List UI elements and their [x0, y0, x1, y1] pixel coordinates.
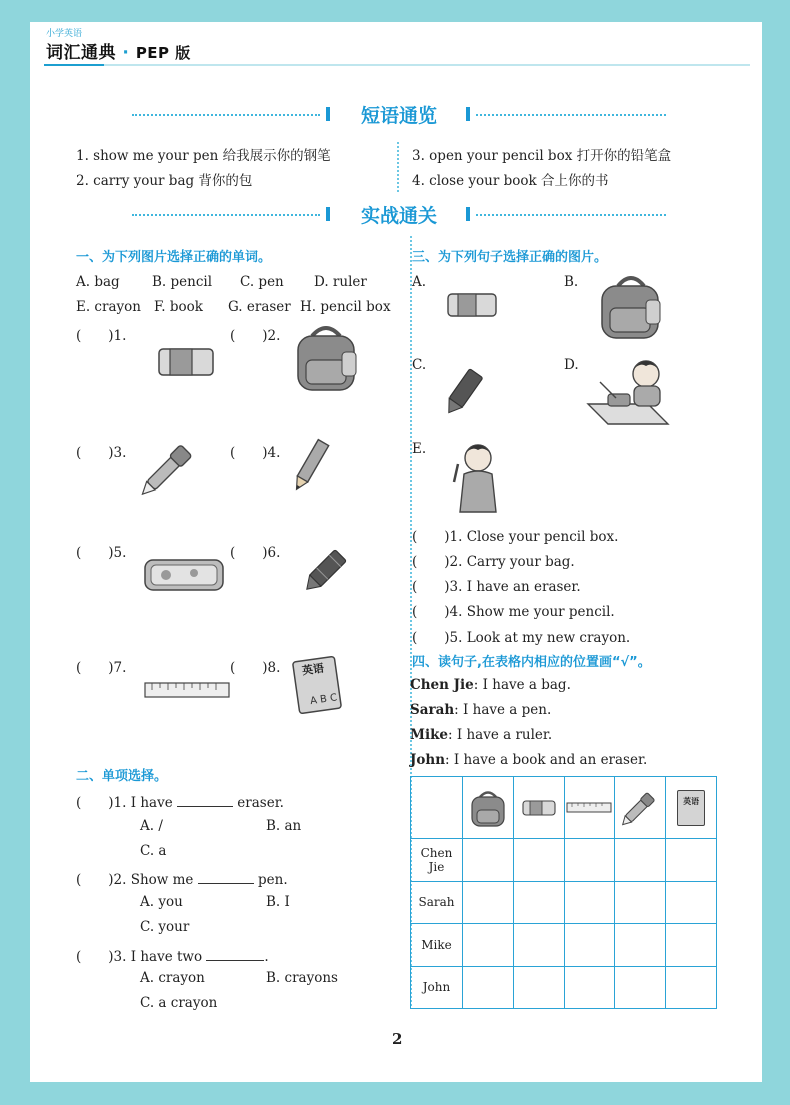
q1-option-a: A. bag — [76, 274, 120, 290]
pen-icon — [620, 788, 660, 828]
grid-cell[interactable] — [615, 839, 666, 882]
phrases-marker-right — [466, 107, 470, 121]
q1-item-6[interactable]: ( )6. — [230, 545, 281, 561]
crayon-icon — [440, 362, 492, 414]
q2-q3-blank[interactable] — [206, 949, 264, 961]
q1-title: 一、为下列图片选择正确的单词。 — [76, 250, 272, 265]
practice-marker-left — [326, 207, 330, 221]
grid-cell[interactable] — [615, 966, 666, 1009]
grid-cell[interactable] — [666, 881, 717, 924]
q1-item-3[interactable]: ( )3. — [76, 445, 127, 461]
grid-row-label: John — [411, 966, 463, 1009]
practice-title: 实战通关 — [360, 205, 437, 227]
eraser-icon — [522, 798, 556, 818]
grid-cell[interactable] — [666, 966, 717, 1009]
q1-option-d: D. ruler — [314, 274, 367, 290]
q2-q1-stem-pre: I have — [130, 795, 173, 811]
grid-cell[interactable] — [463, 924, 514, 967]
phrases-dash-left — [132, 114, 320, 116]
grid-cell[interactable] — [463, 839, 514, 882]
q2-q2-num[interactable]: ( )2. — [76, 872, 127, 888]
q3-pic-label-d: D. — [564, 357, 579, 373]
q2-q3-option-c[interactable]: C. a crayon — [140, 995, 218, 1011]
q1-option-g: G. eraser — [228, 299, 291, 315]
phrase-4: 4. close your book 合上你的书 — [412, 173, 609, 189]
q1-option-e: E. crayon — [76, 299, 141, 315]
q1-item-2[interactable]: ( )2. — [230, 328, 281, 344]
q4-line-3 — [410, 727, 552, 743]
boy-with-pencil-icon — [450, 438, 506, 514]
q2-title: 二、单项选择。 — [76, 769, 168, 784]
q3-pic-label-e: E. — [412, 441, 427, 457]
q1-item-1[interactable]: ( )1. — [76, 328, 127, 344]
q2-q1-stem-post: eraser. — [237, 795, 284, 811]
q2-q3-stem-post: . — [264, 949, 269, 965]
q2-q1-option-a[interactable]: A. / — [140, 818, 163, 834]
grid-book-label: 英语 — [683, 796, 700, 806]
q4-line-2-name: Sarah — [410, 702, 455, 718]
q2-question-1 — [76, 791, 284, 811]
q2-q2-blank[interactable] — [198, 872, 254, 884]
svg-text:A B C: A B C — [309, 692, 338, 708]
q4-line-4-name: John — [410, 752, 446, 768]
grid-row-chen-jie — [411, 839, 717, 882]
grid-row-sarah — [411, 881, 717, 924]
q2-q2-stem-pre: Show me — [130, 872, 194, 888]
grid-col-pen — [615, 777, 666, 839]
q2-q2-stem-post: pen. — [258, 872, 288, 888]
q2-q1-blank[interactable] — [177, 795, 233, 807]
grid-row-mike — [411, 924, 717, 967]
answer-grid — [410, 776, 717, 1009]
grid-cell[interactable] — [564, 966, 615, 1009]
q2-q3-option-b[interactable]: B. crayons — [266, 970, 338, 986]
q2-q1-option-c[interactable]: C. a — [140, 843, 167, 859]
boy-at-desk-icon — [586, 352, 672, 432]
phrases-marker-left — [326, 107, 330, 121]
page-number: 2 — [392, 1030, 403, 1048]
q2-q1-option-b[interactable]: B. an — [266, 818, 302, 834]
eraser-icon — [446, 290, 498, 320]
q3-sentence-3[interactable]: ( )3. I have an eraser. — [412, 579, 581, 595]
q4-line-1-text: : I have a bag. — [473, 677, 571, 693]
q3-sentence-1[interactable]: ( )1. Close your pencil box. — [412, 529, 619, 545]
grid-cell[interactable] — [564, 924, 615, 967]
grid-cell[interactable] — [564, 881, 615, 924]
ruler-icon — [566, 802, 612, 814]
q1-option-f: F. book — [154, 299, 203, 315]
q2-q2-option-b[interactable]: B. I — [266, 894, 290, 910]
phrases-title: 短语通览 — [360, 105, 437, 127]
grid-row-label: Chen Jie — [411, 839, 463, 882]
q3-sentence-5[interactable]: ( )5. Look at my new crayon. — [412, 630, 631, 646]
grid-row-label: Sarah — [411, 881, 463, 924]
grid-col-ruler — [564, 777, 615, 839]
grid-col-book — [666, 777, 717, 839]
grid-row-john — [411, 966, 717, 1009]
bag-icon — [468, 788, 508, 828]
q4-line-2 — [410, 702, 551, 718]
q1-option-c: C. pen — [240, 274, 284, 290]
grid-cell[interactable] — [463, 881, 514, 924]
q2-question-3 — [76, 945, 269, 965]
practice-marker-right — [466, 207, 470, 221]
grid-row-label: Mike — [411, 924, 463, 967]
eraser-icon — [156, 345, 216, 379]
q2-q3-stem-pre: I have two — [130, 949, 203, 965]
grid-col-bag — [463, 777, 514, 839]
grid-cell[interactable] — [666, 924, 717, 967]
q4-line-3-text: : I have a ruler. — [448, 727, 553, 743]
q1-option-h: H. pencil box — [300, 299, 391, 315]
q4-line-3-name: Mike — [410, 727, 449, 743]
q2-q3-num[interactable]: ( )3. — [76, 949, 127, 965]
series-edition: PEP 版 — [135, 44, 191, 62]
series-small-title: 小学英语 — [46, 29, 83, 39]
grid-header-row — [411, 777, 717, 839]
book-label: 英语 — [301, 661, 325, 678]
q4-title: 四、读句子,在表格内相应的位置画“√”。 — [412, 655, 651, 670]
grid-corner-cell — [411, 777, 463, 839]
q1-item-8[interactable]: ( )8. — [230, 660, 281, 676]
crayon-icon — [300, 542, 356, 594]
q1-item-5[interactable]: ( )5. — [76, 545, 127, 561]
phrase-3: 3. open your pencil box 打开你的铅笔盒 — [412, 148, 672, 164]
q3-pic-label-a: A. — [412, 274, 427, 290]
q3-title: 三、为下列句子选择正确的图片。 — [412, 250, 608, 265]
grid-cell[interactable] — [564, 839, 615, 882]
grid-cell[interactable] — [513, 839, 564, 882]
q1-item-4[interactable]: ( )4. — [230, 445, 281, 461]
q3-sentence-4[interactable]: ( )4. Show me your pencil. — [412, 604, 615, 620]
pencil-icon — [290, 437, 330, 495]
grid-cell[interactable] — [513, 966, 564, 1009]
q2-q2-option-a[interactable]: A. you — [140, 894, 183, 910]
grid-cell[interactable] — [615, 924, 666, 967]
q3-pic-label-b: B. — [564, 274, 579, 290]
q2-q2-option-c[interactable]: C. your — [140, 919, 190, 935]
q2-q1-num[interactable]: ( )1. — [76, 795, 127, 811]
q4-line-2-text: : I have a pen. — [454, 702, 552, 718]
q4-line-4 — [410, 752, 647, 768]
q3-pic-label-c: C. — [412, 357, 427, 373]
phrase-2: 2. carry your bag 背你的包 — [76, 173, 253, 189]
header-rule — [44, 64, 750, 66]
practice-dash-right — [476, 214, 666, 216]
phrases-divider — [397, 142, 399, 192]
pencil-box-icon — [142, 556, 226, 594]
ruler-icon — [144, 681, 230, 699]
q3-sentence-2[interactable]: ( )2. Carry your bag. — [412, 554, 575, 570]
pen-icon — [138, 437, 202, 499]
grid-cell[interactable] — [513, 924, 564, 967]
grid-cell[interactable] — [615, 881, 666, 924]
q4-line-1-name: Chen Jie — [410, 677, 474, 693]
series-title — [46, 38, 191, 63]
q2-question-2 — [76, 868, 288, 888]
bag-icon — [596, 272, 666, 342]
grid-cell[interactable] — [513, 881, 564, 924]
practice-dash-left — [132, 214, 320, 216]
grid-col-eraser — [513, 777, 564, 839]
bag-icon — [290, 322, 362, 394]
q4-line-4-text: : I have a book and an eraser. — [445, 752, 648, 768]
book-icon — [677, 790, 705, 826]
book-icon — [292, 655, 342, 715]
phrase-1: 1. show me your pen 给我展示你的钢笔 — [76, 148, 331, 164]
q1-option-b: B. pencil — [152, 274, 213, 290]
q2-q3-option-a[interactable]: A. crayon — [140, 970, 205, 986]
q1-item-7[interactable]: ( )7. — [76, 660, 127, 676]
q4-line-1 — [410, 677, 571, 693]
grid-cell[interactable] — [463, 966, 514, 1009]
grid-cell[interactable] — [666, 839, 717, 882]
phrases-dash-right — [476, 114, 666, 116]
series-title-text: 词汇通典 — [46, 43, 116, 63]
series-dot: · — [122, 43, 130, 63]
